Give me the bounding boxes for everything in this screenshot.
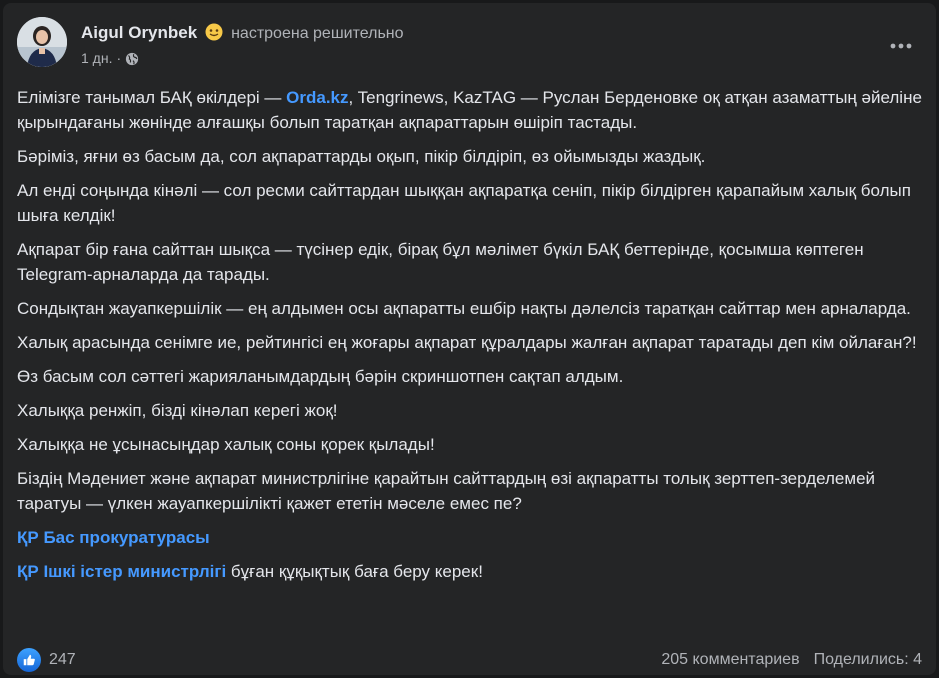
paragraph: Өз басым сол сәттегі жарияланымдардың бәрін скриншотпен сақтап алдым.	[17, 367, 624, 386]
paragraph: Бәріміз, яғни өз басым да, сол ақпараттарды оқып, пікір білдіріп, өз ойымызды жаздық.	[17, 147, 706, 166]
paragraph: Біздің Мәдениет және ақпарат министрлігіне қарайтын сайттардың өзі ақпаратты толық зерттеп-зерделемей таратуы — үлкен жауапкершілікті қажет ететін мәселе емес пе?	[17, 469, 876, 513]
paragraph-text: , Tengrinews, KazTAG — Руслан Берденовке оқ атқан азаматтың әйеліне қырындағаны жөнінде алғашқы болып таратқан ақпараттарын өшіріп тастады.	[17, 88, 922, 132]
avatar[interactable]	[17, 17, 67, 67]
post-body	[17, 85, 922, 593]
paragraph: Халық арасында сенімге ие, рейтингісі ең жоғары ақпарат құралдары жалған ақпарат таратады деп кім ойлаған?!	[17, 333, 917, 352]
ellipsis-icon	[890, 43, 912, 49]
reaction-count[interactable]: 247	[49, 651, 76, 668]
shares-count[interactable]: Поделились: 4	[813, 651, 922, 668]
author-name[interactable]: Aigul Orynbek	[81, 23, 198, 42]
orda-link[interactable]: Orda.kz	[286, 88, 349, 107]
paragraph: Ал енді соңында кінәлі — сол ресми сайттардан шыққан ақпаратқа сеніп, пікір білдірген қарапайым халық болып шыға келдік!	[17, 181, 911, 225]
interior-ministry-link[interactable]: ҚР Ішкі істер министрлігі	[17, 562, 227, 581]
paragraph	[17, 85, 922, 135]
smiling-face-emoji-icon	[205, 23, 223, 46]
paragraph	[17, 559, 922, 584]
comments-count[interactable]: 205 комментариев	[661, 651, 800, 668]
paragraph	[17, 525, 922, 550]
globe-icon	[125, 52, 139, 69]
author-line	[81, 23, 404, 45]
like-icon[interactable]	[17, 648, 41, 672]
paragraph: Ақпарат бір ғана сайттан шықса — түсінер едік, бірақ бұл мәлімет бүкіл БАҚ беттерінде, қосымша көптеген Telegram-арналарда да тарады.	[17, 240, 864, 284]
avatar-image	[17, 17, 67, 67]
paragraph: Халыққа не ұсынасыңдар халық соны қорек қылады!	[17, 435, 435, 454]
prosecutor-office-link[interactable]: ҚР Бас прокуратурасы	[17, 528, 210, 547]
paragraph-text: бұған құқықтық баға беру керек!	[226, 562, 483, 581]
post-card	[3, 3, 936, 675]
paragraph-text: Елімізге танымал БАҚ өкілдері —	[17, 88, 287, 107]
meta-separator: ·	[116, 50, 122, 66]
post-footer	[17, 648, 922, 674]
post-header	[17, 17, 922, 73]
more-options-button[interactable]	[886, 31, 916, 61]
post-stats	[661, 651, 922, 669]
post-time[interactable]: 1 дн.	[81, 50, 113, 66]
paragraph: Сондықтан жауапкершілік — ең алдымен осы ақпаратты ешбір нақты дәлелсіз таратқан сайттар мен арналарда.	[17, 299, 911, 318]
feeling-text: настроена решительно	[231, 25, 404, 42]
paragraph: Халыққа ренжіп, бізді кінәлап керегі жоқ!	[17, 401, 338, 420]
post-meta	[81, 50, 139, 69]
